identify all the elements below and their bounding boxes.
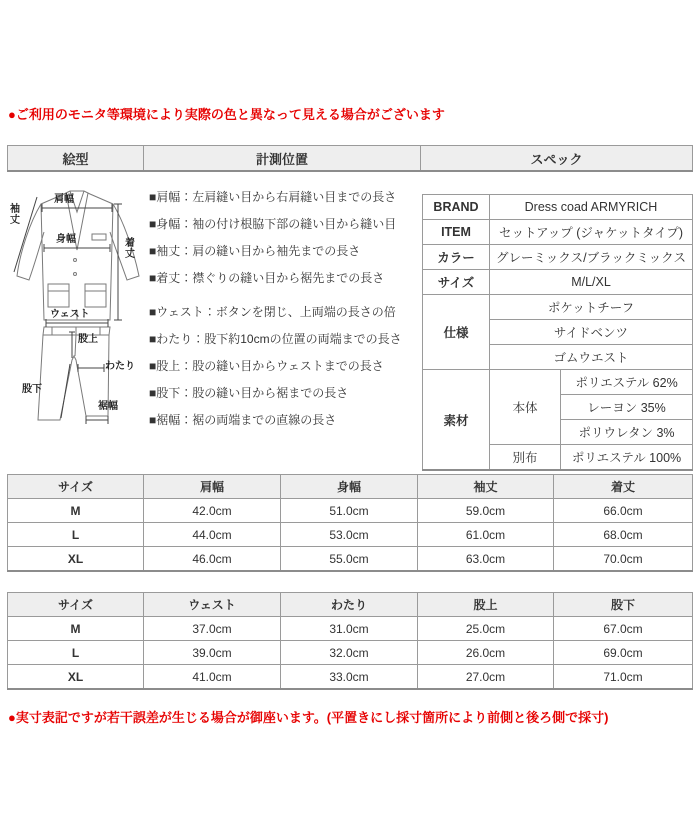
spec-value-size: M/L/XL bbox=[490, 270, 693, 295]
spec-value-feature-1: ポケットチーフ bbox=[490, 295, 693, 320]
spec-value-material-sub: ポリエステル 100% bbox=[561, 445, 693, 471]
size-value: 55.0cm bbox=[281, 547, 418, 572]
spec-row-item bbox=[423, 220, 693, 245]
spec-label-material-main: 本体 bbox=[490, 370, 561, 445]
size-value: 39.0cm bbox=[144, 641, 281, 665]
size-value: 25.0cm bbox=[418, 617, 554, 641]
col-header-sleeve: 袖丈 bbox=[418, 475, 554, 499]
size-value: 69.0cm bbox=[554, 641, 693, 665]
size-name: XL bbox=[8, 665, 144, 690]
size-row-l bbox=[8, 641, 693, 665]
spec-row-feature bbox=[423, 295, 693, 320]
size-row-l bbox=[8, 523, 693, 547]
size-value: 44.0cm bbox=[144, 523, 281, 547]
col-header-shoulder: 肩幅 bbox=[144, 475, 281, 499]
spec-label-material: 素材 bbox=[423, 370, 490, 471]
col-header-body-width: 身幅 bbox=[281, 475, 418, 499]
size-name: L bbox=[8, 641, 144, 665]
size-value: 37.0cm bbox=[144, 617, 281, 641]
size-name: L bbox=[8, 523, 144, 547]
size-value: 68.0cm bbox=[554, 523, 693, 547]
spec-value-material-main-3: ポリウレタン 3% bbox=[561, 420, 693, 445]
spec-row-size bbox=[423, 270, 693, 295]
size-value: 63.0cm bbox=[418, 547, 554, 572]
diagram-label-rise: 股上 bbox=[78, 334, 98, 345]
monitor-color-notice: ●ご利用のモニタ等環境により実際の色と異なって見える場合がございます bbox=[8, 107, 445, 122]
header-spec: スペック bbox=[421, 146, 693, 172]
size-value: 51.0cm bbox=[281, 499, 418, 523]
spec-row-brand bbox=[423, 195, 693, 220]
size-table-pants bbox=[7, 592, 693, 690]
spec-label-material-sub: 別布 bbox=[490, 445, 561, 471]
col-header-inseam: 股下 bbox=[554, 593, 693, 617]
spec-label-item: ITEM bbox=[423, 220, 490, 245]
spec-value-feature-2: サイドベンツ bbox=[490, 320, 693, 345]
garment-lineart-icon bbox=[8, 182, 148, 472]
measure-def-length: ■着丈：襟ぐりの縫い目から裾先までの長さ bbox=[149, 271, 385, 285]
size-name: XL bbox=[8, 547, 144, 572]
garment-diagram bbox=[8, 182, 148, 472]
size-table-jacket bbox=[7, 474, 693, 572]
spec-value-brand: Dress coad ARMYRICH bbox=[490, 195, 693, 220]
measure-def-shoulder: ■肩幅：左肩縫い目から右肩縫い目までの長さ bbox=[149, 190, 397, 204]
size-value: 32.0cm bbox=[281, 641, 418, 665]
spec-value-material-main-2: レーヨン 35% bbox=[561, 395, 693, 420]
diagram-label-sleeve-length: 袖丈 bbox=[10, 204, 20, 226]
size-row-m bbox=[8, 617, 693, 641]
size-row-xl bbox=[8, 665, 693, 690]
diagram-label-inseam: 股下 bbox=[22, 384, 42, 395]
col-header-size: サイズ bbox=[8, 593, 144, 617]
measure-def-sleeve: ■袖丈：肩の縫い目から袖先までの長さ bbox=[149, 244, 361, 258]
size-value: 27.0cm bbox=[418, 665, 554, 690]
size-value: 70.0cm bbox=[554, 547, 693, 572]
measure-def-waist: ■ウェスト：ボタンを閉じ、上両端の長さの倍 bbox=[149, 305, 396, 319]
spec-row-color bbox=[423, 245, 693, 270]
size-row-m bbox=[8, 499, 693, 523]
size-value: 71.0cm bbox=[554, 665, 693, 690]
size-value: 67.0cm bbox=[554, 617, 693, 641]
size-value: 42.0cm bbox=[144, 499, 281, 523]
measurement-definitions-jacket bbox=[149, 184, 425, 292]
size-value: 31.0cm bbox=[281, 617, 418, 641]
size-header-row bbox=[8, 475, 693, 499]
size-name: M bbox=[8, 499, 144, 523]
size-value: 66.0cm bbox=[554, 499, 693, 523]
size-header-row bbox=[8, 593, 693, 617]
diagram-label-body-width: 身幅 bbox=[56, 234, 76, 245]
diagram-label-waist: ウェスト bbox=[50, 309, 90, 320]
spec-value-material-main-1: ポリエステル 62% bbox=[561, 370, 693, 395]
size-name: M bbox=[8, 617, 144, 641]
diagram-label-shoulder: 肩幅 bbox=[54, 194, 74, 205]
size-value: 53.0cm bbox=[281, 523, 418, 547]
size-value: 41.0cm bbox=[144, 665, 281, 690]
section-header-table bbox=[7, 145, 693, 172]
spec-value-feature-3: ゴムウエスト bbox=[490, 345, 693, 370]
measurement-definitions-pants bbox=[149, 299, 425, 434]
diagram-label-hem-width: 裾幅 bbox=[98, 401, 118, 412]
spec-value-item: セットアップ (ジャケットタイプ) bbox=[490, 220, 693, 245]
diagram-label-thigh: わたり bbox=[105, 361, 135, 372]
section-header-row bbox=[8, 146, 693, 172]
spec-label-color: カラー bbox=[423, 245, 490, 270]
spec-table bbox=[422, 194, 693, 471]
header-measure-position: 計測位置 bbox=[144, 146, 421, 172]
size-value: 59.0cm bbox=[418, 499, 554, 523]
col-header-waist: ウェスト bbox=[144, 593, 281, 617]
measure-def-body-width: ■身幅：袖の付け根脇下部の縫い目から縫い目 bbox=[149, 217, 397, 231]
measure-def-inseam: ■股下：股の縫い目から裾までの長さ bbox=[149, 386, 349, 400]
col-header-thigh: わたり bbox=[281, 593, 418, 617]
header-drawing: 絵型 bbox=[8, 146, 144, 172]
measure-def-hem: ■裾幅：裾の両端までの直線の長さ bbox=[149, 413, 337, 427]
size-value: 33.0cm bbox=[281, 665, 418, 690]
spec-row-material bbox=[423, 370, 693, 395]
col-header-rise: 股上 bbox=[418, 593, 554, 617]
size-value: 46.0cm bbox=[144, 547, 281, 572]
size-value: 61.0cm bbox=[418, 523, 554, 547]
spec-label-size: サイズ bbox=[423, 270, 490, 295]
spec-label-brand: BRAND bbox=[423, 195, 490, 220]
spec-value-color: グレーミックス/ブラックミックス bbox=[490, 245, 693, 270]
measure-def-rise: ■股上：股の縫い目からウェストまでの長さ bbox=[149, 359, 384, 373]
spec-label-features: 仕様 bbox=[423, 295, 490, 370]
col-header-length: 着丈 bbox=[554, 475, 693, 499]
measure-def-thigh: ■わたり：股下約10cmの位置の両端までの長さ bbox=[149, 332, 402, 346]
diagram-label-length: 着丈 bbox=[125, 238, 135, 260]
measurement-tolerance-notice: ●実寸表記ですが若干誤差が生じる場合が御座います。(平置きにし採寸箇所により前側と後ろ側で採寸) bbox=[8, 710, 609, 725]
col-header-size: サイズ bbox=[8, 475, 144, 499]
size-row-xl bbox=[8, 547, 693, 572]
size-value: 26.0cm bbox=[418, 641, 554, 665]
